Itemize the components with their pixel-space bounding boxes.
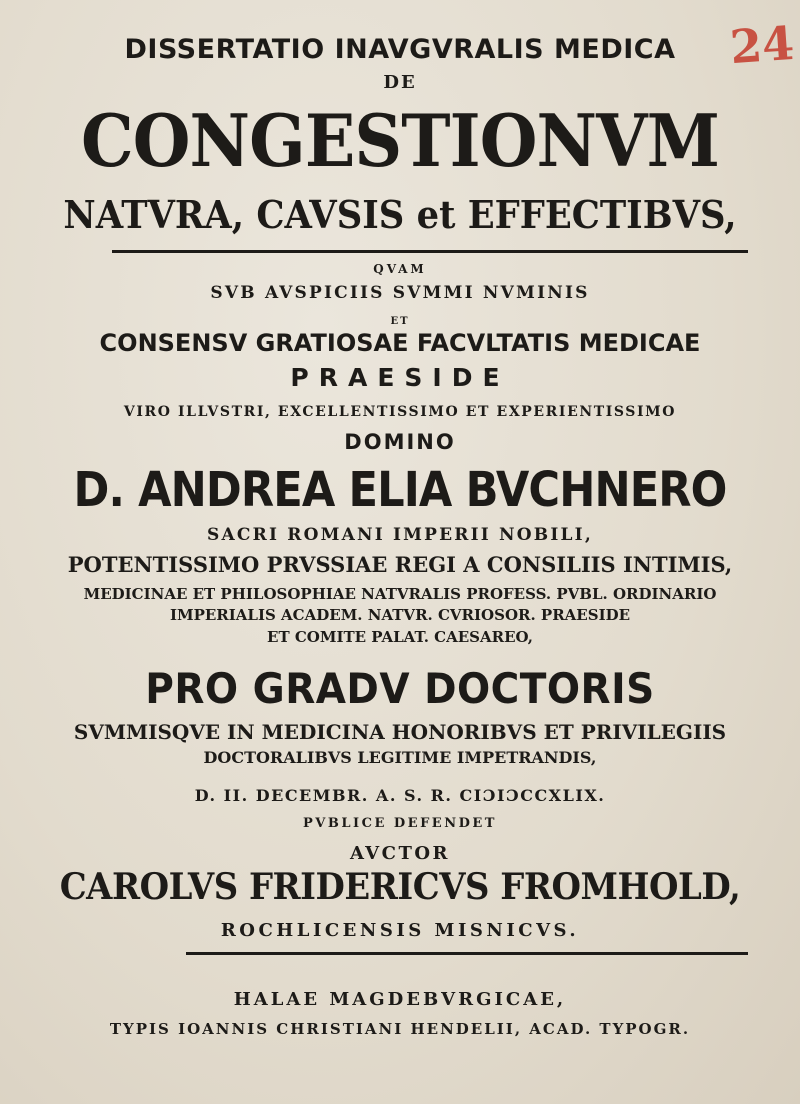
et-word: ET — [390, 316, 410, 327]
praeses-line-5: ET COMITE PALAT. CAESAREO, — [267, 628, 533, 646]
domino-word: DOMINO — [344, 430, 456, 454]
pvblice-defendet: PVBLICE DEFENDET — [303, 816, 497, 831]
degree-heading: PRO GRADV DOCTORIS — [145, 664, 655, 713]
defense-date: D. II. DECEMBR. A. S. R. CIƆIƆCCXLIX. — [194, 786, 606, 805]
degree-line-1: SVMMISQVE IN MEDICINA HONORIBVS ET PRIVILEGIIS — [73, 720, 727, 744]
qvam: QVAM — [373, 262, 427, 276]
de-word: DE — [383, 72, 417, 93]
consensv-line: CONSENSV GRATIOSAE FACVLTATIS MEDICAE — [99, 329, 701, 357]
praeses-name: D. ANDREA ELIA BVCHNERO — [73, 462, 727, 518]
subtitle: NATVRA, CAVSIS et EFFECTIBVS, — [63, 192, 737, 237]
viro-line: VIRO ILLVSTRI, EXCELLENTISSIMO ET EXPERIENTISSIMO — [123, 404, 677, 420]
praeside-word: PRAESIDE — [290, 363, 510, 392]
praeses-line-1: SACRI ROMANI IMPERII NOBILI, — [207, 525, 593, 545]
praeses-line-2: POTENTISSIMO PRVSSIAE REGI A CONSILIIS INTIMIS, — [67, 552, 733, 577]
imprint-rule — [186, 952, 748, 955]
page-number: 24 — [728, 15, 796, 75]
title-rule — [112, 250, 748, 253]
svb-line: SVB AVSPICIIS SVMMI NVMINIS — [210, 283, 590, 303]
dissertation-heading: DISSERTATIO INAVGVRALIS MEDICA — [124, 34, 676, 65]
imprint-printer: TYPIS IOANNIS CHRISTIANI HENDELII, ACAD. TYPOGR. — [109, 1020, 691, 1038]
praeses-line-3: MEDICINAE ET PHILOSOPHIAE NATVRALIS PROFESS. PVBL. ORDINARIO — [83, 585, 717, 603]
imprint-city: HALAE MAGDEBVRGICAE, — [233, 989, 567, 1010]
author-name: CAROLVS FRIDERICVS FROMHOLD, — [59, 866, 741, 908]
degree-line-2: DOCTORALIBVS LEGITIME IMPETRANDIS, — [203, 748, 597, 767]
praeses-line-4: IMPERIALIS ACADEM. NATVR. CVRIOSOR. PRAESIDE — [169, 606, 631, 624]
avctor-word: AVCTOR — [350, 843, 450, 864]
main-title: CONGESTIONVM — [80, 98, 720, 183]
author-origin: ROCHLICENSIS MISNICVS. — [220, 920, 580, 941]
